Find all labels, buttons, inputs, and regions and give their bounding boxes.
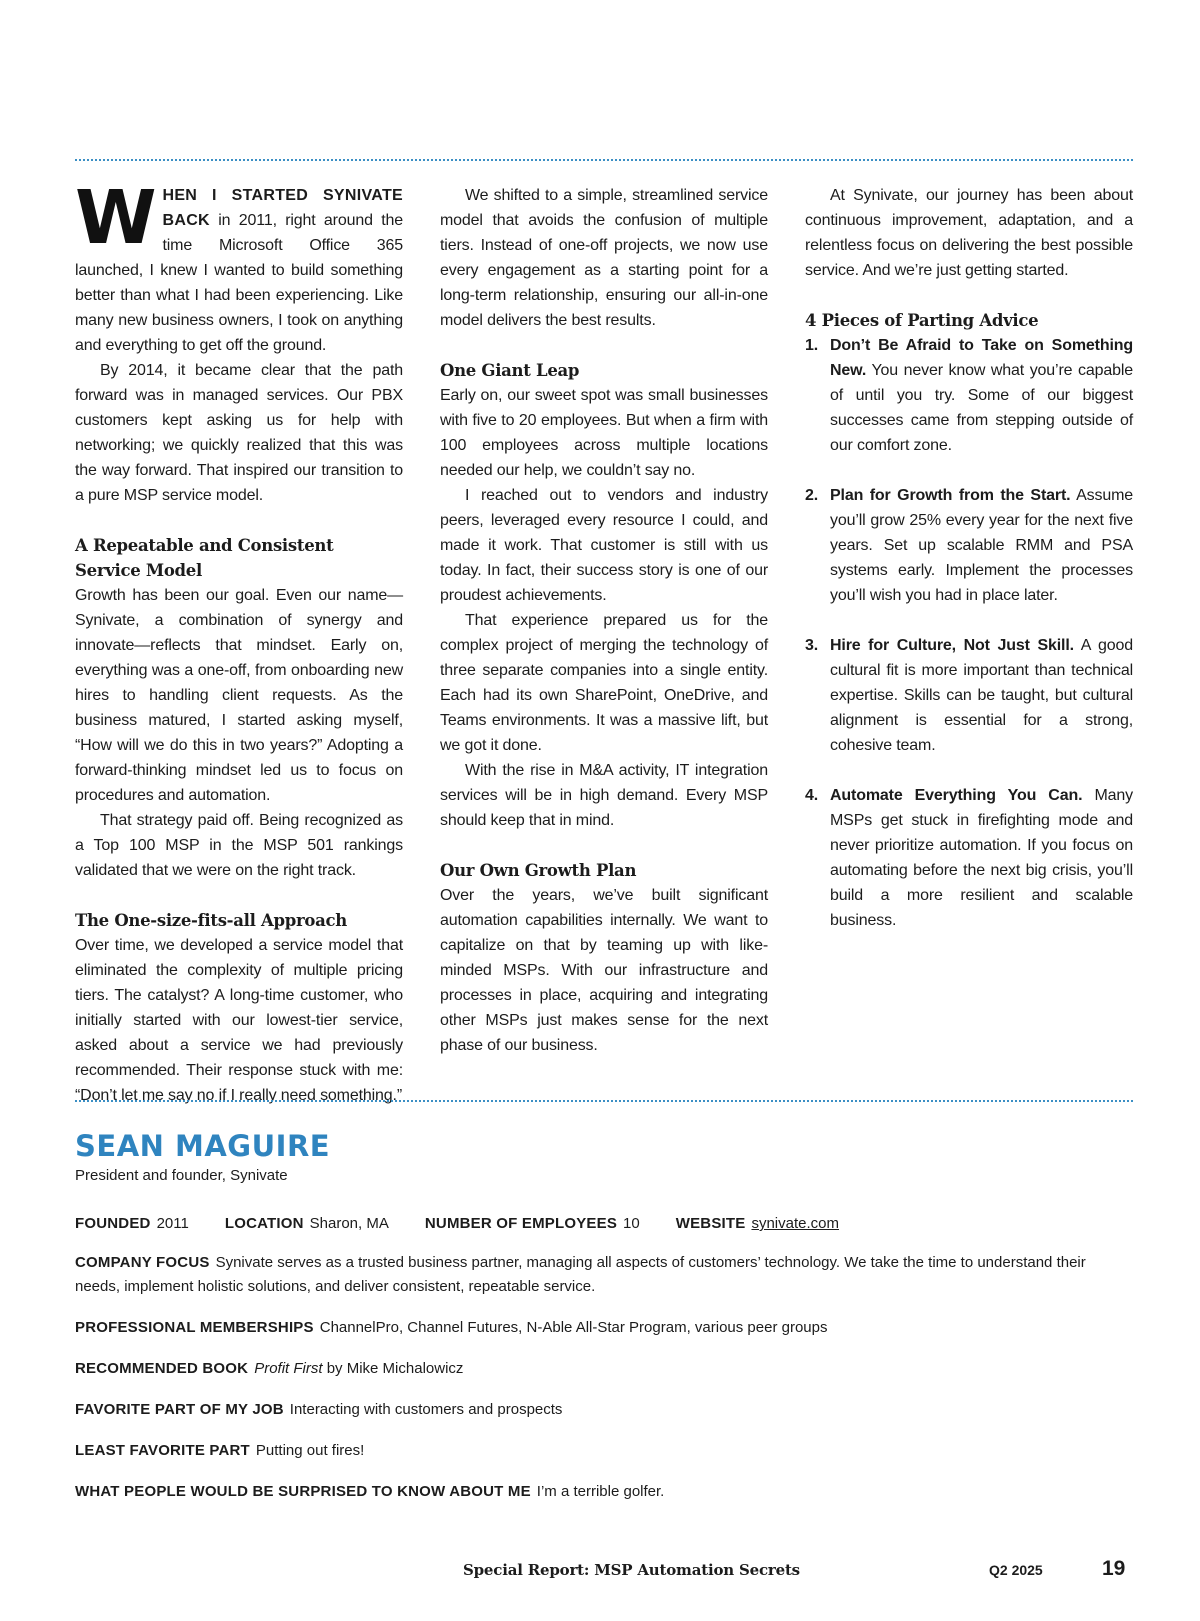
book-author: by Mike Michalowicz [322,1360,464,1377]
column-1 [75,175,403,1108]
info-label: WHAT PEOPLE WOULD BE SURPRISED TO KNOW ABOUT ME [75,1483,531,1500]
profile-dotted-rule [75,1100,1133,1102]
lead-in-caps: HEN I STARTED SYNIVATE BACK [162,187,403,229]
paragraph: I reached out to vendors and industry peers, leveraged every resource I could, and made it work. That customer is still with us today. In fact, their success story is one of our proudest achievements. [440,487,768,604]
advice-title: Plan for Growth from the Start. [830,487,1071,504]
advice-title: Hire for Culture, Not Just Skill. [830,637,1074,654]
advice-item [805,333,1133,458]
advice-text: Many MSPs get stuck in firefighting mode and never prioritize automation. If you focus on automating before the next big crisis, you’ll build a more resilient and scalable business. [830,787,1133,929]
info-label: LEAST FAVORITE PART [75,1442,250,1459]
paragraph: We shifted to a simple, streamlined service model that avoids the confusion of multiple tiers. Instead of one-off projects, we now use every engagement as a starting point for a long-term relationship, ensuring our all-in-one model delivers the best results. [440,187,768,329]
column-3 [805,183,1133,1108]
paragraph: Over the years, we’ve built significant automation capabilities internally. We want to capitalize on that by teaming up with like-minded MSPs. With our infrastructure and processes in place, acquiring and integrating other MSPs just makes sense for the next phase of our business. [440,887,768,1054]
info-label: FAVORITE PART OF MY JOB [75,1401,284,1418]
paragraph: That experience prepared us for the complex project of merging the technology of three separate companies into a single entity. Each had its own SharePoint, OneDrive, and Teams environments. It was a massive lift, but we got it done. [440,612,768,754]
paragraph: Early on, our sweet spot was small businesses with five to 20 employees. But when a firm with 100 employees across multiple locations needed our help, we couldn’t say no. [440,387,768,479]
section-heading: 4 Pieces of Parting Advice [805,311,1039,330]
paragraph: With the rise in M&A activity, IT integration services will be in high demand. Every MSP should keep that in mind. [440,762,768,829]
fact-founded [75,1214,189,1234]
info-value: Putting out fires! [255,1442,365,1459]
info-surprise [75,1480,1133,1504]
info-favorite-part [75,1398,1133,1422]
page-footer [75,1557,1133,1587]
book-title: Profit First [254,1360,323,1377]
fact-location [225,1214,389,1234]
info-value: I’m a terrible golfer. [536,1483,665,1500]
section-heading: One Giant Leap [440,361,580,380]
fact-label: LOCATION [224,1215,304,1232]
advice-text: Assume you’ll grow 25% every year for the next five years. Set up scalable RMM and PSA systems early. Implement the processes you’ll wish you had in place later. [830,487,1134,604]
advice-number: 3. [805,637,819,654]
fact-label: NUMBER OF EMPLOYEES [424,1215,618,1232]
info-company-focus [75,1251,1133,1299]
info-label: COMPANY FOCUS [75,1254,210,1271]
advice-title: Don’t Be Afraid to Take on Something New. [830,337,1133,379]
info-value: ChannelPro, Channel Futures, N-Able All-Star Program, various peer groups [319,1319,828,1336]
section-heading: The One-size-fits-all Approach [75,911,347,930]
advice-item [805,633,1133,758]
paragraph-text: in 2011, right around the time Microsoft Office 365 launched, I knew I wanted to build something better than what I had been experiencing. Like many new business owners, I took on anything and everything to get off the ground. [75,212,403,354]
info-label: RECOMMENDED BOOK [75,1360,249,1377]
page-number: 19 [1102,1557,1126,1580]
fact-website [676,1214,839,1234]
advice-title: Automate Everything You Can. [830,787,1083,804]
info-least-favorite [75,1439,1133,1463]
advice-number: 2. [805,487,819,504]
info-value: Interacting with customers and prospects [289,1401,563,1418]
paragraph [75,175,403,358]
advice-number: 1. [805,337,819,354]
article-body [75,175,1134,1108]
fact-label: WEBSITE [675,1215,746,1232]
paragraph: At Synivate, our journey has been about continuous improvement, adaptation, and a relentless focus on delivering the best possible service. And we’re just getting started. [805,187,1133,279]
report-title: Special Report: MSP Automation Secrets [463,1561,800,1579]
info-value: Synivate serves as a trusted business partner, managing all aspects of customers’ technology. We take the time to understand their needs, implement holistic solutions, and deliver consistent, repeatable service. [75,1254,1086,1295]
issue-label: Q2 2025 [989,1562,1043,1578]
fact-value: 10 [623,1215,640,1232]
profile-name: SEAN MAGUIRE [75,1129,331,1163]
advice-text: A good cultural fit is more important than technical expertise. Skills can be taught, but cultural alignment is essential for a strong, cohesive team. [830,637,1133,754]
paragraph: By 2014, it became clear that the path forward was in managed services. Our PBX customers kept asking us for help with networking; we quickly realized that this was the way forward. That inspired our transition to a pure MSP service model. [75,362,403,504]
section-heading: A Repeatable and Consistent Service Model [75,536,334,580]
fact-label: FOUNDED [75,1215,151,1232]
info-memberships [75,1316,1133,1340]
profile-role: President and founder, Synivate [75,1167,288,1184]
top-dotted-rule [75,159,1133,161]
section-heading: Our Own Growth Plan [440,861,637,880]
advice-number: 4. [805,787,819,804]
paragraph: Growth has been our goal. Even our name—Synivate, a combination of synergy and innovate—reflects that mindset. Early on, everything was a one-off, from onboarding new hires to handling client requests. As the business matured, I started asking myself, “How will we do this in two years?” Adopting a forward-thinking mindset led us to focus on procedures and automation. [75,587,403,804]
advice-item [805,483,1133,608]
fact-employees [425,1214,640,1234]
fact-value: Sharon, MA [309,1215,389,1232]
advice-text: You never know what you’re capable of until you try. Some of our biggest successes came from stepping outside of our comfort zone. [830,362,1133,454]
paragraph: Over time, we developed a service model that eliminated the complexity of multiple pricing tiers. The catalyst? A long-time customer, who initially started with our lowest-tier service, asked about a service we had previously recommended. Their response stuck with me: “Don’t let me say no if I really need something.” [75,937,403,1104]
paragraph: That strategy paid off. Being recognized as a Top 100 MSP in the MSP 501 rankings validated that we were on the right track. [75,812,403,879]
drop-cap: W [75,175,157,261]
website-link[interactable]: synivate.com [751,1215,840,1232]
info-label: PROFESSIONAL MEMBERSHIPS [75,1319,314,1336]
profile-box [75,1128,1133,1504]
company-facts [75,1214,1133,1234]
info-recommended-book [75,1357,1133,1381]
advice-list [805,333,1133,933]
column-2 [440,183,768,1108]
fact-value: 2011 [156,1215,189,1232]
advice-item [805,783,1133,933]
